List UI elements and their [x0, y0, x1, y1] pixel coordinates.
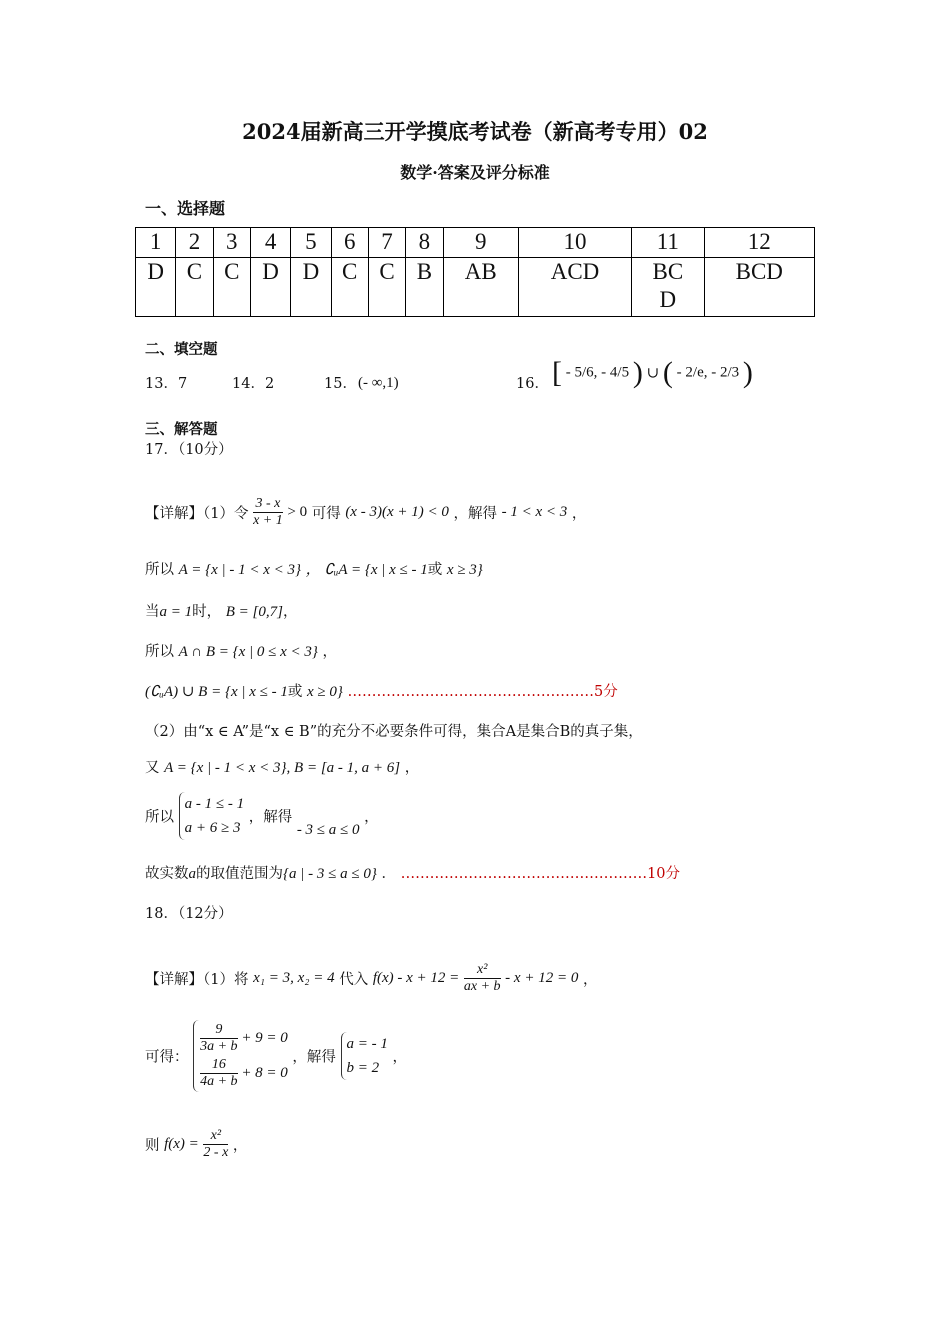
interval-endpoint: - 2/3	[711, 364, 740, 381]
system-row	[200, 1022, 288, 1055]
section-heading-solution: 三、解答题	[145, 421, 218, 438]
fill-answer-13: 13．7	[145, 376, 188, 392]
text: 代入	[339, 972, 369, 988]
fraction-denominator: x + 1	[253, 513, 283, 528]
system-row	[200, 1057, 288, 1090]
answer-cell: D	[250, 258, 290, 317]
math: (∁ᵤA) ∪ B = {x | x ≤ - 1	[145, 684, 288, 700]
text: 则	[145, 1138, 160, 1154]
text: 所以	[145, 562, 174, 578]
math: x ≥ 0}	[306, 684, 343, 700]
q18-line-3	[145, 1128, 247, 1161]
text: 【详解】（1）将	[145, 972, 249, 988]
math: + 9 = 0	[241, 1029, 288, 1046]
answer-cell: D	[291, 258, 331, 317]
math: + 8 = 0	[241, 1064, 288, 1081]
text: ，	[282, 604, 298, 620]
text: ．	[381, 866, 396, 882]
score-marker: ……………………………………………10分	[400, 866, 681, 882]
q17-line-1	[145, 496, 586, 529]
q17-line-2	[145, 558, 483, 579]
math: ， ∁ᵤA = {x | x ≤ - 1	[305, 562, 428, 578]
text: ，解得	[453, 506, 497, 522]
math: x₁ = 3, x₂ = 4	[253, 970, 335, 986]
math: a	[188, 866, 196, 882]
text: ，	[322, 644, 338, 660]
equation-system	[193, 1020, 288, 1092]
math: > 0	[287, 504, 308, 520]
fill-label-16: 16．	[516, 376, 549, 392]
text: ，	[582, 972, 598, 988]
system-row: a = - 1	[346, 1036, 388, 1052]
text: ，	[392, 1049, 408, 1066]
fraction	[253, 496, 283, 529]
math: - 1 < x < 3	[501, 504, 568, 520]
interval-endpoint: - 4/5	[601, 364, 630, 381]
question-number: 7	[368, 228, 405, 258]
text: ，	[232, 1138, 248, 1154]
answer-table	[135, 227, 815, 317]
section-heading-choice: 一、选择题	[145, 199, 226, 218]
question-17-heading: 17．（10分）	[145, 442, 233, 458]
question-number: 10	[518, 228, 631, 258]
question-number: 5	[291, 228, 331, 258]
math: B = [0,7]	[225, 604, 283, 620]
text: ，	[404, 760, 420, 776]
text: 的取值范围为	[196, 866, 283, 882]
answer-cell: BCD	[704, 258, 814, 317]
math: - x + 12 = 0	[505, 970, 579, 986]
fraction-numerator: 3 - x	[253, 496, 283, 513]
fraction-denominator: ax + b	[463, 979, 501, 994]
math: - 3 ≤ a ≤ 0	[296, 822, 360, 838]
math: f(x) - x + 12 =	[372, 970, 460, 986]
answer-cell: D	[136, 258, 176, 317]
fill-answer-14: 14．2	[232, 376, 275, 392]
q17-line-6: （2）由“x ∈ A”是“x ∈ B”的充分不必要条件可得，集合A是集合B的真子集，	[145, 724, 643, 740]
text: 或	[427, 562, 443, 578]
text: 【详解】（1）令	[145, 506, 249, 522]
system-row: a - 1 ≤ - 1	[184, 796, 245, 812]
q18-line-2	[145, 1020, 407, 1092]
q17-line-8	[145, 792, 379, 840]
text: 所以	[145, 809, 174, 826]
fraction-numerator: x²	[203, 1128, 228, 1145]
question-number: 4	[250, 228, 290, 258]
fraction-denominator: 3a + b	[200, 1039, 238, 1054]
q17-line-7	[145, 756, 419, 777]
fraction	[200, 1057, 237, 1090]
score-marker: ……………………………………………5分	[347, 684, 618, 700]
answer-cell: ACD	[518, 258, 631, 317]
answer-cell: BC D	[632, 258, 704, 317]
q17-line-3	[145, 600, 297, 621]
math: a = 1	[159, 604, 193, 620]
fraction-numerator: 9	[200, 1022, 237, 1039]
answer-cell: C	[176, 258, 213, 317]
answer-table-value-row	[136, 258, 815, 317]
question-number: 12	[704, 228, 814, 258]
text: ，解得	[248, 809, 293, 826]
question-number: 8	[406, 228, 443, 258]
question-18-heading: 18．（12分）	[145, 906, 233, 922]
math: (x - 3)(x + 1) < 0	[345, 504, 449, 520]
text: 当	[145, 604, 160, 620]
answer-table-header-row	[136, 228, 815, 258]
math: A ∩ B = {x | 0 ≤ x < 3}	[178, 644, 318, 660]
q18-line-1	[145, 962, 597, 995]
equation-system	[179, 792, 244, 840]
q17-line-4	[145, 640, 337, 661]
fraction	[200, 1022, 237, 1055]
math: A = {x | - 1 < x < 3}	[178, 562, 302, 578]
q17-line-5	[145, 680, 618, 701]
fraction-denominator: 2 - x	[203, 1145, 229, 1160]
text: 或	[287, 684, 303, 700]
answer-cell: AB	[443, 258, 518, 317]
text: 所以	[145, 644, 174, 660]
answer-cell: C	[331, 258, 368, 317]
page-title: 2024届新高三开学摸底考试卷（新高考专用）02	[242, 119, 708, 144]
math: f(x) =	[164, 1136, 199, 1152]
text: ，	[364, 809, 379, 826]
text: ，	[571, 506, 587, 522]
question-number: 9	[443, 228, 518, 258]
fraction-denominator: 4a + b	[200, 1074, 238, 1089]
fill-label-15: 15．	[324, 376, 357, 392]
q17-line-9	[145, 862, 680, 883]
page-subtitle: 数学·答案及评分标准	[400, 163, 550, 182]
fraction	[464, 962, 501, 995]
math: {a | - 3 ≤ a ≤ 0}	[283, 866, 377, 882]
interval-endpoint: - 5/6	[565, 364, 594, 381]
fraction-numerator: 16	[200, 1057, 237, 1074]
text: 可得	[311, 506, 341, 522]
answer-cell: C	[368, 258, 405, 317]
text: 时，	[192, 604, 222, 620]
text: 又	[145, 760, 160, 776]
question-number: 11	[632, 228, 704, 258]
question-number: 1	[136, 228, 176, 258]
system-row: b = 2	[346, 1060, 380, 1076]
question-number: 6	[331, 228, 368, 258]
section-heading-fill: 二、填空题	[145, 341, 218, 358]
system-row: a + 6 ≥ 3	[184, 820, 241, 836]
fill-answer-16: [ - 5/6, - 4/5 ) ∪ ( - 2/e, - 2/3 )	[552, 356, 753, 389]
answer-cell: B	[406, 258, 443, 317]
text: 故实数	[145, 866, 189, 882]
fraction-numerator: x²	[464, 962, 501, 979]
question-number: 3	[213, 228, 250, 258]
question-number: 2	[176, 228, 213, 258]
interval-endpoint: - 2/e	[676, 364, 704, 381]
answer-cell: C	[213, 258, 250, 317]
math: A = {x | - 1 < x < 3}, B = [a - 1, a + 6]	[164, 760, 401, 776]
math: x ≥ 3}	[446, 562, 483, 578]
text: 可得：	[145, 1049, 189, 1066]
fill-answer-15: (- ∞,1)	[358, 375, 399, 391]
text: ，解得	[292, 1049, 336, 1066]
solution-system	[341, 1032, 388, 1080]
fraction	[203, 1128, 228, 1161]
